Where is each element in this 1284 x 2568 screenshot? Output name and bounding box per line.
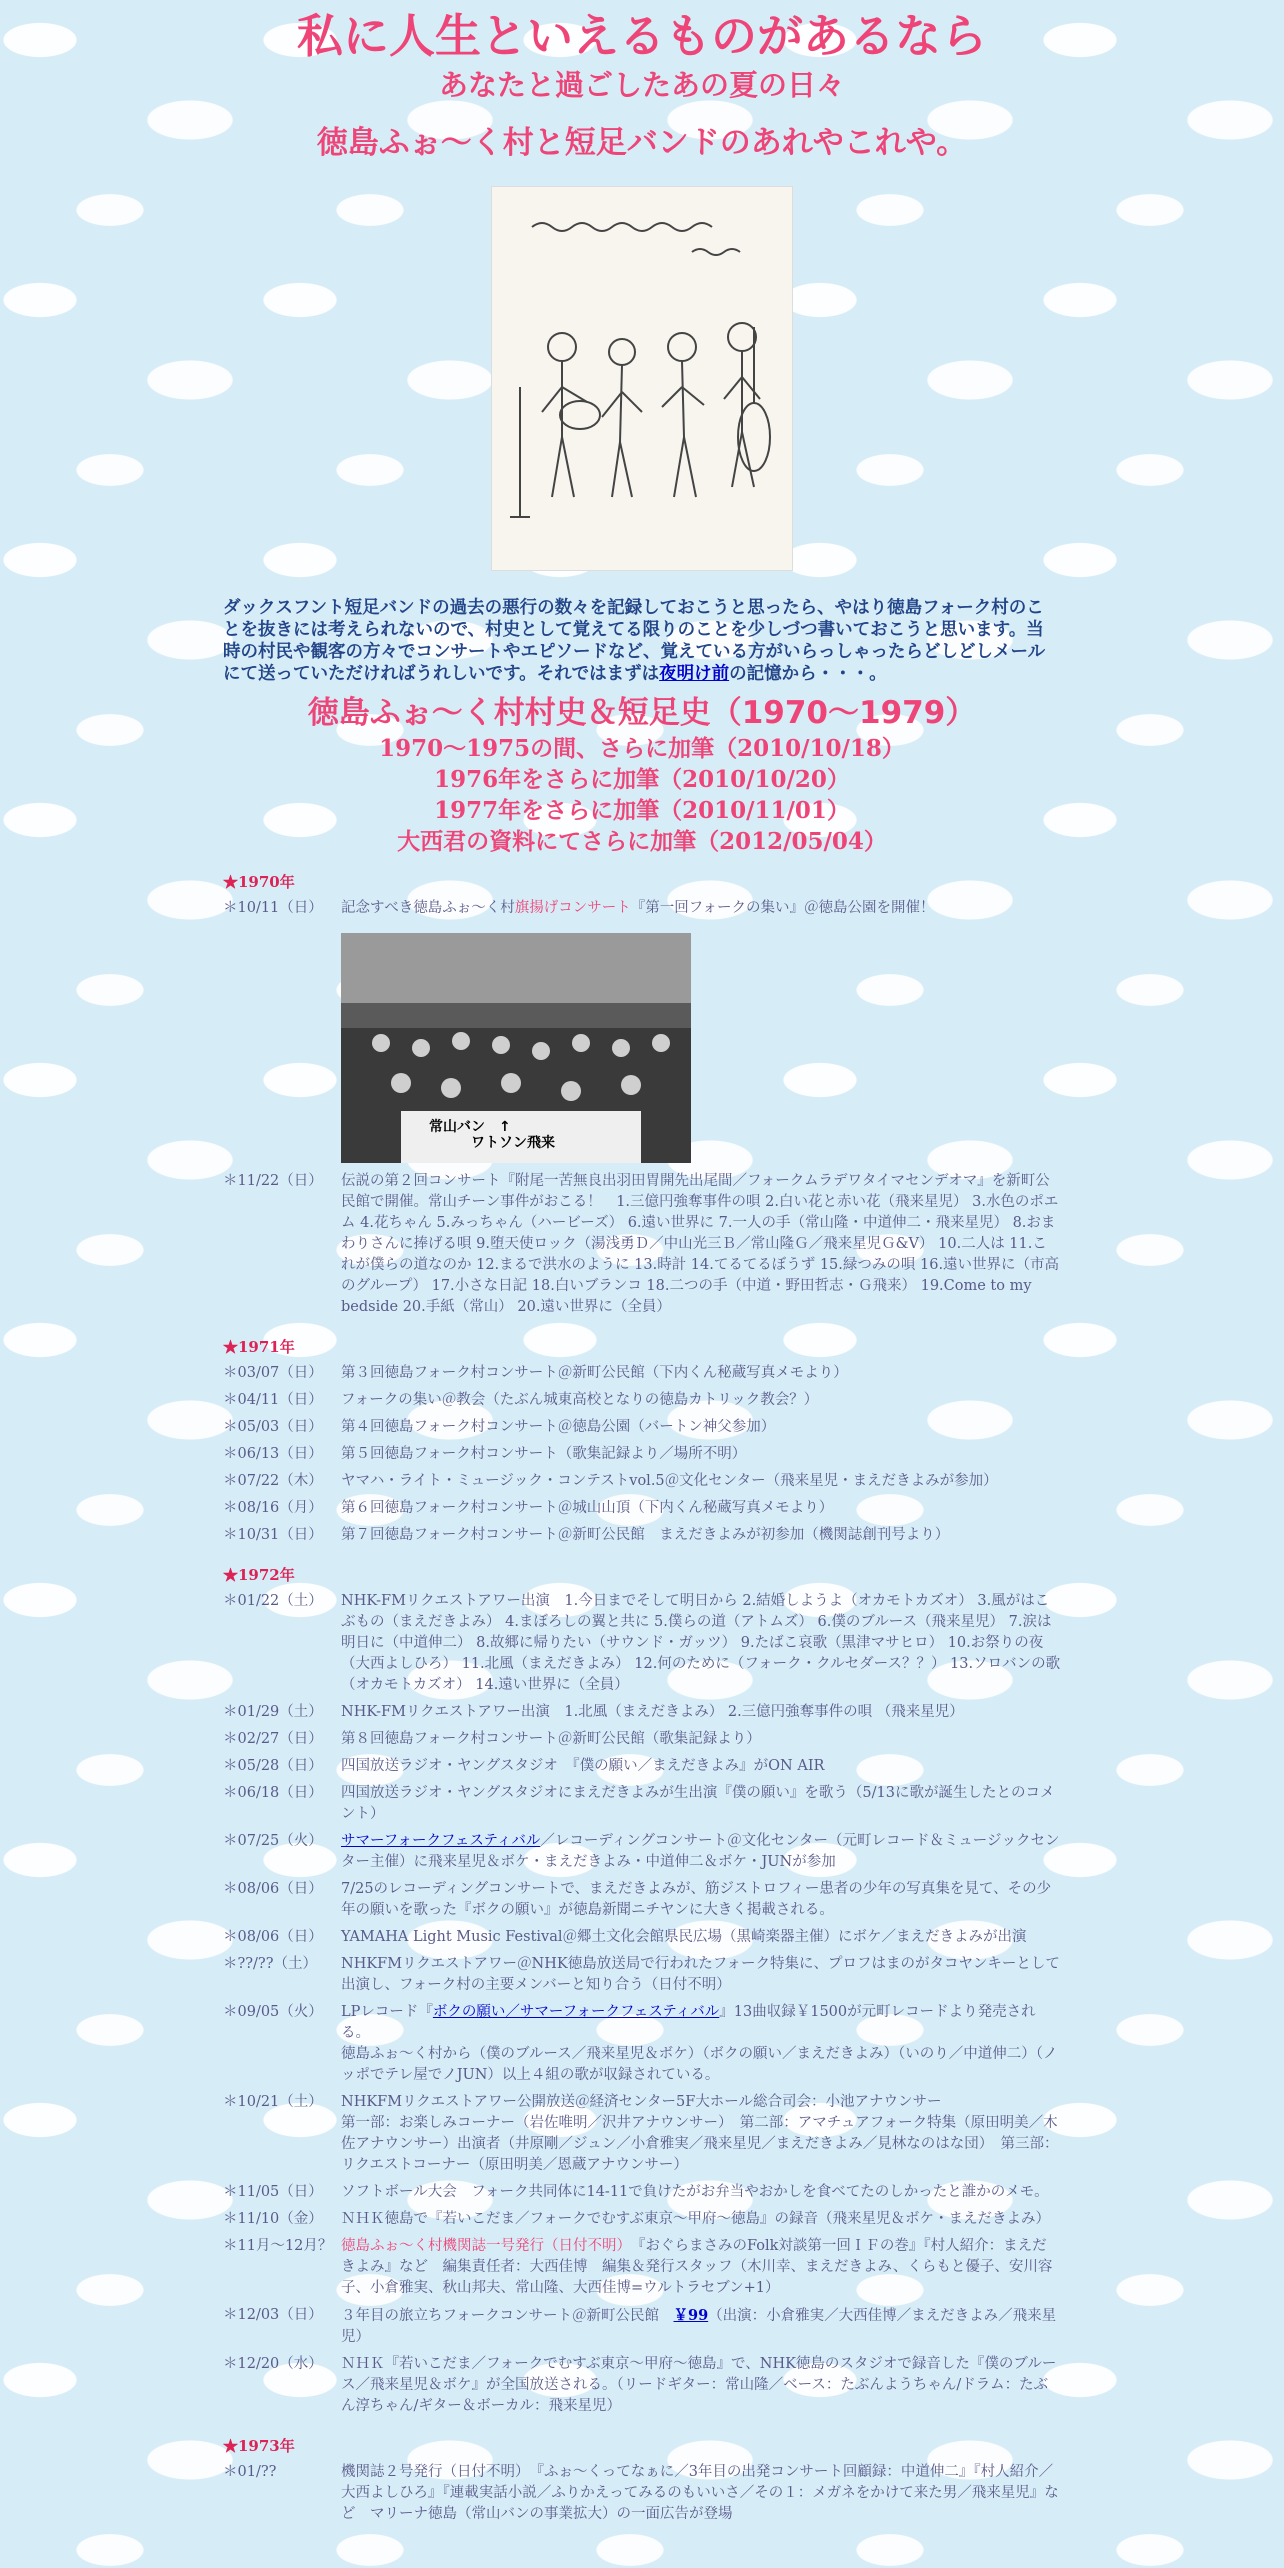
table-row [223,1442,1061,1469]
entry-text [341,2303,1061,2352]
table-row [223,2234,1061,2303]
entry-date: ＊12/03（日） [223,2307,323,2323]
entry-text: ヤマハ・ライト・ミュージック・コンテストvol.5＠文化センター（飛来星児・まえだきよみが参加） [341,1473,998,1489]
table-row [223,2460,1061,2529]
price-99-link[interactable]: ￥99 [673,2307,709,2324]
summer-folk-festival-link[interactable]: サマーフォークフェスティバル [341,1833,541,1849]
page-header [0,0,1284,164]
entry-text: 7/25のレコーディングコンサートで、まえだきよみが、筋ジストロフィー患者の少年の写真集を見て、その少年の願いを歌った『ボクの願い』が徳島新聞ニチヤンに大きく掲載される。 [341,1881,1052,1918]
entry-text: NHK-FMリクエストアワー出演 1.北風（まえだきよみ） 2.三億円強奪事件の唄 （飛来星児） [341,1704,964,1720]
entry-text-post: 『おぐらまさみのFolk対談第一回ＩＦの巻』『村人紹介：まえだきよみ』など 編集責任者：大西佳博 編集＆発行スタッフ（木川幸、まえだきよみ、くらもと優子、安川容子、小倉雅実、秋山邦夫、常山隆、大西佳博=ウルトラセブン+1） [341,2238,1053,2296]
entry-text [341,896,1061,1169]
entry-text: NHKFMリクエストアワー＠NHK徳島放送局で行われたフォーク特集に、プロフはまのがタコヤンキーとして出演し、フォーク村の主要メンバーと知り合う（日付不明） [341,1956,1060,1993]
entry-text: 第３回徳島フォーク村コンサート＠新町公民館（下内くん秘蔵写真メモより） [341,1365,848,1381]
entry-date: ＊08/06（日） [223,1881,323,1897]
update-note: 1976年をさらに加筆（2010/10/20） [434,766,850,793]
entry-date: ＊11/10（金） [223,2211,323,2227]
entry-date: ＊06/18（日） [223,1785,323,1801]
intro-text: ダックスフント短足バンドの過去の悪行の数々を記録しておこうと思ったら、やはり徳島フォーク村のことを抜きには考えられないので、村史として覚えてる限りのことを少しづつ書いておこうと思います。当時の村民や観客の方々でコンサートやエピソードなど、覚えている方がいらっしゃったらどしどしメールにて送っていただければうれしいです。それではまずは [223,598,1046,684]
entry-highlight: 旗揚げコンサート [514,900,631,916]
entry-text: ＮＨＫ徳島で『若いこだま／フォークでむすぶ東京～甲府～徳島』の録音（飛来星児＆ボケ・まえだきよみ） [341,2211,1051,2227]
history-table-1971 [223,1361,1061,1550]
entry-date: ＊11/05（日） [223,2184,323,2200]
table-row [223,1415,1061,1442]
table-row [223,2180,1061,2207]
table-row [223,1754,1061,1781]
table-row [223,1952,1061,2000]
entry-date: ＊08/16（月） [223,1500,323,1516]
entry-text: 四国放送ラジオ・ヤングスタジオにまえだきよみが生出演『僕の願い』を歌う（5/13に歌が誕生したとのコメント） [341,1785,1055,1822]
update-note: 大西君の資料にてさらに加筆（2012/05/04） [397,828,887,855]
entry-text: 第８回徳島フォーク村コンサート＠新町公民館（歌集記録より） [341,1731,761,1747]
entry-date: ＊06/13（日） [223,1446,323,1462]
photo-caption [429,1119,555,1151]
entry-text-line2: 徳島ふぉ～く村から（僕のブルース／飛来星児＆ボケ）（ボクの願い／まえだきよみ）（いのり／中道伸二）（ノッポでテレ屋でノJUN）以上４組の歌が収録されている。 [341,2046,1058,2083]
entry-date: ＊02/27（日） [223,1731,323,1747]
table-row [223,896,1061,1169]
entry-date: ＊01/?? [223,2464,277,2480]
entry-text: 第４回徳島フォーク村コンサート＠徳島公園（バートン神父参加） [341,1419,776,1435]
table-row [223,1877,1061,1925]
table-row [223,1469,1061,1496]
entry-date: ＊??/??（土） [223,1956,317,1972]
history-table-1972 [223,1589,1061,2421]
magazine-cover-image [491,186,793,571]
entry-text: 第６回徳島フォーク村コンサート＠城山山頂（下内くん秘蔵写真メモより） [341,1500,834,1516]
table-row [223,1388,1061,1415]
table-row [223,2000,1061,2090]
entry-text: YAMAHA Light Music Festival＠郷土文化会館県民広場（黒崎楽器主催）にボケ／まえだきよみが出演 [341,1929,1027,1945]
yoakemae-link[interactable]: 夜明け前 [659,664,730,684]
table-row [223,1829,1061,1877]
entry-date: ＊12/20（水） [223,2356,323,2372]
entry-text [341,2000,1061,2090]
history-title: 徳島ふぉ～く村村史＆短足史（1970～1979） [307,695,977,731]
table-row [223,1589,1061,1700]
entry-text [341,1829,1061,1877]
entry-text: フォークの集い＠教会（たぶん城東高校となりの徳島カトリック教会？） [341,1392,819,1408]
year-heading-1972: ★1972年 [223,1566,295,1584]
entry-text: NHK-FMリクエストアワー出演 1.今日までそして明日から 2.結婚しようよ（オカモトカズオ） 3.風がはこぶもの（まえだきよみ） 4.まぼろしの翼と共に 5.僕らの道（アトムズ） 6.僕のブルース（飛来星児） 7.涙は明日に（中道伸二） 8.故郷に帰りたい（サウンド・ガッツ） 9.たばこ哀歌（黒津マサヒロ） 10.お祭りの夜（大西よしひろ） 11.北風（まえだきよみ） 12.何のために（フォーク・クルセダース？？） 13.ソロバンの歌（オカモトカズオ） 14.遠い世界に（全員） [341,1593,1061,1693]
table-row [223,2352,1061,2421]
entry-text: ソフトボール大会 フォーク共同体に14-11で負けたがお弁当やおかしを食べてたのしかったと誰かのメモ。 [341,2184,1049,2200]
table-row [223,1925,1061,1952]
table-row [223,1781,1061,1829]
entry-text: 四国放送ラジオ・ヤングスタジオ 『僕の願い／まえだきよみ』がON AIR [341,1758,825,1774]
entry-date: ＊03/07（日） [223,1365,323,1381]
table-row [223,1700,1061,1727]
year-heading-1970: ★1970年 [223,873,295,891]
history-table-1970 [223,896,1061,1322]
entry-date: ＊01/29（土） [223,1704,323,1720]
entry-date: ＊05/28（日） [223,1758,323,1774]
page-title: 私に人生といえるものがあるなら [297,9,987,63]
entry-date: ＊11月～12月？ [223,2238,333,2254]
entry-text: ＮＨＫ『若いこだま／フォークでむすぶ東京～甲府～徳島』で、NHK徳島のスタジオで録音した『僕のブルース／飛来星児＆ボケ』が全国放送される。（リードギター：常山隆／ベース：たぶんようちゃん/ドラム：たぶん淳ちゃん/ギター＆ボーカル：飛来星児） [341,2356,1057,2414]
entry-text-pre: 記念すべき徳島ふぉ～く村 [341,900,515,916]
table-row [223,1523,1061,1550]
entry-date: ＊07/25（火） [223,1833,323,1849]
entry-date: ＊11/22（日） [223,1173,323,1189]
table-row [223,2207,1061,2234]
table-row [223,1169,1061,1322]
photo-caption-line: ワトソン飛来 [471,1135,555,1151]
entry-date: ＊10/21（土） [223,2094,323,2110]
page-subtitle: あなたと過ごしたあの夏の日々 [438,68,845,102]
table-row [223,1496,1061,1523]
entry-text-post: ／レコーディングコンサート＠文化センター（元町レコード＆ミュージックセンター主催）に飛来星児＆ボケ・まえだきよみ・中道伸二＆ボケ・JUNが参加 [341,1833,1060,1870]
intro-text-after: の記憶から・・・。 [729,664,887,684]
entry-text-line1: NHKFMリクエストアワー公開放送＠経済センター5F大ホール総合司会：小池アナウンサー [341,2094,942,2110]
entry-date: ＊08/06（日） [223,1929,323,1945]
cover-drawing [492,187,792,570]
entry-text: 伝説の第２回コンサート『附尾一苦無良出羽田胃開先出尾間／フォークムラデワタイマセンデオマ』を新町公民館で開催。常山チーン事件がおこる！ 1.三億円強奪事件の唄 2.白い花と赤い花（飛来星児） 3.水色のポエム 4.花ちゃん 5.みっちゃん（ハービーズ） 6.遠い世界に 7.一人の手（常山隆・中道伸二・飛来星児） 8.おまわりさんに捧げる唄 9.堕天使ロック（湯浅勇Ｄ／中山光三Ｂ／常山隆Ｇ／飛来星児Ｇ&V） 10.二人は 11.これが僕らの道なのか 12.まるで洪水のように 13.時計 14.てるてるぼうず 15.緑つみの唄 16.遠い世界に（市高のグループ） 17.小さな日記 18.白いブランコ 18.二つの手（中道・野田哲志・Ｇ飛来） 19.Come to my bedside 20.手紙（常山） 20.遠い世界に（全員） [341,1173,1060,1315]
entry-text-pre: LPレコード『 [341,2004,433,2020]
entry-text-pre: ３年目の旅立ちフォークコンサート＠新町公民館 [341,2308,674,2324]
entry-date: ＊09/05（火） [223,2004,323,2020]
update-list [223,733,1061,857]
year-heading-1973: ★1973年 [223,2437,295,2455]
table-row [223,1727,1061,1754]
year-heading-1971: ★1971年 [223,1338,295,1356]
lp-record-link[interactable]: ボクの願い／サマーフォークフェスティバル [432,2004,720,2020]
entry-text: 機関誌２号発行（日付不明） 『ふぉ～くってなぁに／3年目の出発コンサート回顧録：中道伸二』『村人紹介／大西よしひろ』『連載実話小説／ふりかえってみるのもいいさ／その１：メガネをかけて来た男／飛来星児』など マリーナ徳島（常山バンの事業拡大）の一面広告が登場 [341,2464,1059,2522]
entry-date: ＊10/11（日） [223,900,323,916]
entry-date: ＊07/22（木） [223,1473,323,1489]
entry-date: ＊10/31（日） [223,1527,323,1543]
entry-date: ＊01/22（土） [223,1593,323,1609]
entry-highlight: 徳島ふぉ～く村機関誌一号発行（日付不明） [341,2238,624,2254]
entry-text [341,2090,1061,2180]
entry-date: ＊05/03（日） [223,1419,323,1435]
page-tagline: 徳島ふぉ～く村と短足バンドのあれやこれや。 [316,125,968,161]
entry-text [341,2234,1061,2303]
concert-photo [341,933,691,1163]
entry-text-line2: 第一部：お楽しみコーナー（岩佐唯明／沢井アナウンサー） 第二部：アマチュアフォーク特集（原田明美／木佐アナウンサー）出演者（井原剛／ジュン／小倉雅実／飛来星児／まえだきよみ／見林なのはな団） 第三部：リクエストコーナー（原田明美／恩蔵アナウンサー） [341,2115,1059,2173]
entry-date: ＊04/11（日） [223,1392,323,1408]
entry-text: 第７回徳島フォーク村コンサート＠新町公民館 まえだきよみが初参加（機関誌創刊号より） [341,1527,950,1543]
entry-text-post: （出演：小倉雅実／大西佳博／まえだきよみ／飛来星児） [341,2308,1057,2345]
history-table-1973 [223,2460,1061,2529]
entry-text: 第５回徳島フォーク村コンサート（歌集記録より／場所不明） [341,1446,747,1462]
intro-paragraph [223,597,1061,685]
table-row [223,1361,1061,1388]
update-note: 1977年をさらに加筆（2010/11/01） [434,797,850,824]
entry-text-post: 』13曲収録￥1500が元町レコードより発売される。 [341,2004,1036,2041]
update-note: 1970～1975の間、さらに加筆（2010/10/18） [379,735,905,762]
table-row [223,2303,1061,2352]
photo-caption-line: 常山バン ↑ [429,1119,511,1135]
entry-text-post: 『第一回フォークの集い』＠徳島公園を開催！ [630,900,935,916]
table-row [223,2090,1061,2180]
